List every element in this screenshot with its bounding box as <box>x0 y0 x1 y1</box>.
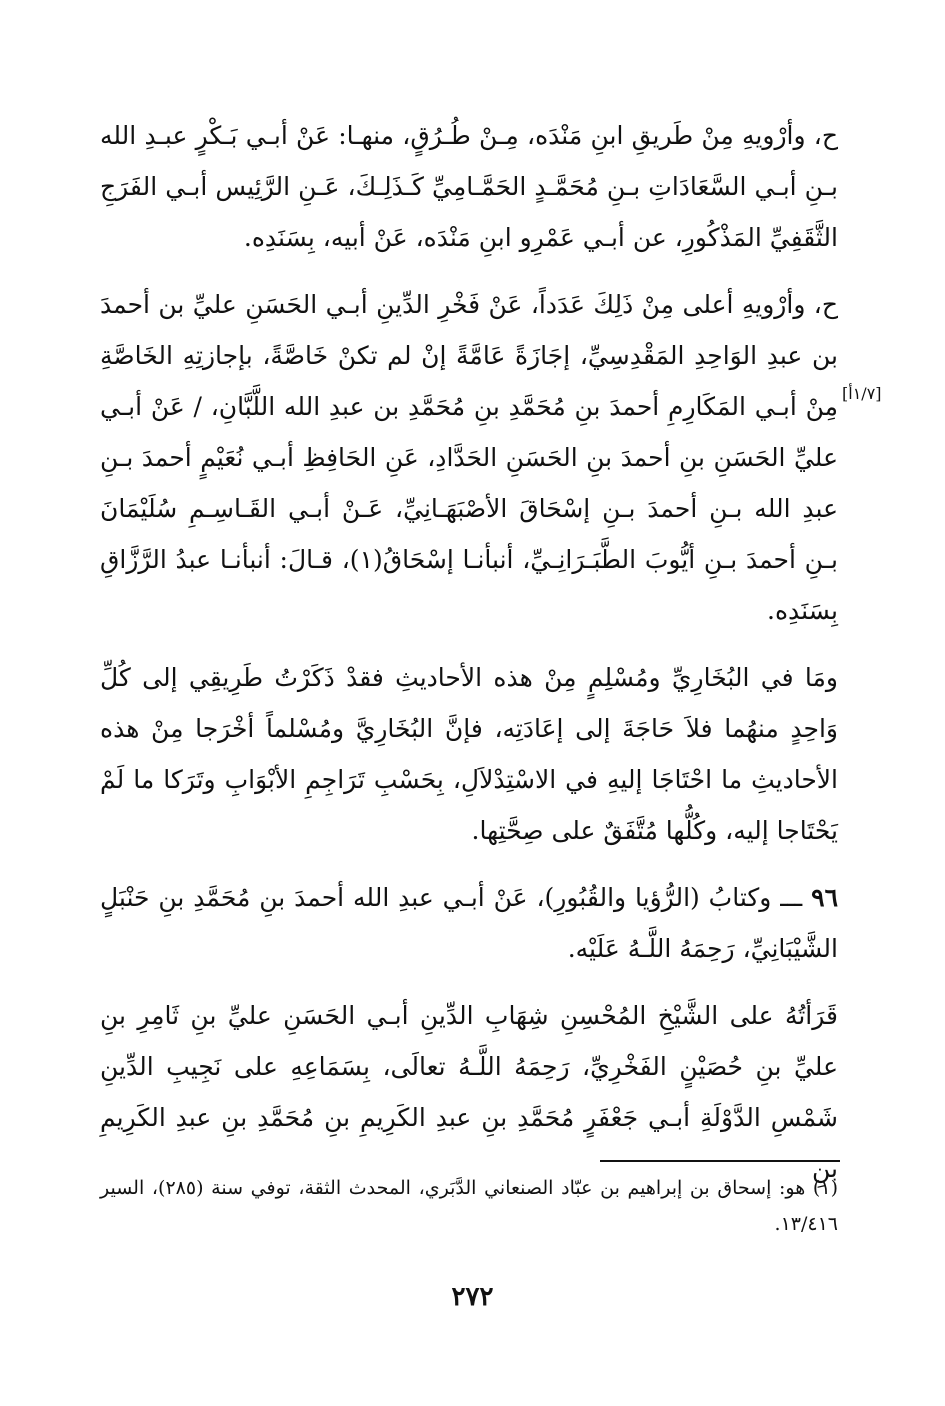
main-text-block <box>100 110 838 1210</box>
margin-note: [١/٧أ] <box>842 384 882 403</box>
paragraph-2: ح، وأرْويهِ أعلى مِنْ ذَلِكَ عَدَداً، عَنْ فَخْرِ الدِّينِ أبـي الحَسَنِ عليِّ بن أحمدَ بن عبدِ الوَاحِدِ المَقْدِسِيِّ، إجَازَةً عَامَّةً إنْ لم تكنْ خَاصَّةً، بإجازتِهِ الخَاصَّةِ مِنْ أبـي المَكَارِمِ أحمدَ بنِ مُحَمَّدِ بنِ مُحَمَّدِ بن عبدِ الله اللَّبَّانِ، / عَنْ أبـي عليِّ الحَسَنِ بنِ أحمدَ بنِ الحَسَنِ الحَدَّادِ، عَنِ الحَافِظِ أبـي نُعَيْمٍ أحمدَ بـنِ عبدِ الله بـنِ أحمدَ بـنِ إسْحَاقَ الأصْبَهَـانِيِّ، عَـنْ أبـي القَـاسِـمِ سُلَيْمَانَ بـنِ أحمدَ بـنِ أيُّوبَ الطَّبَـرَانِـيِّ، أنبأنـا إسْحَاقُ(١)، قـالَ: أنبأنـا عبدُ الرَّزَّاقِ بِسَنَدِه. <box>100 290 838 625</box>
entry-number: ٩٦ <box>811 883 838 912</box>
footnote-divider <box>600 1160 840 1162</box>
entry-text: وكتابُ (الرُّؤيا والقُبُورِ)، عَنْ أبـي عبدِ الله أحمدَ بنِ مُحَمَّدِ بنِ حَنْبَلٍ الشَّيْبَانِيِّ، رَحِمَهُ اللَّـهُ عَلَيْه. <box>100 883 838 963</box>
paragraph-3: ومَا في البُخَارِيِّ ومُسْلِمٍ مِنْ هذه الأحاديثِ فقدْ ذَكَرْتُ طَرِيقِي إلى كُلِّ وَاحِدٍ منهُما فلاَ حَاجَةَ إلى إعَادَتِه، فإنَّ البُخَارِيَّ ومُسْلماً أخْرَجا مِنْ هذه الأحاديثِ ما احْتَاجَا إليهِ في الاسْتِدْلاَلِ، بِحَسْبِ تَرَاجِمِ الأبْوَابِ وتَرَكا ما لَمْ يَحْتَاجا إليه، وكُلُّها مُتَّفَقٌ على صِحَّتِها. <box>100 663 838 845</box>
footnote: (١) هو: إسحاق بن إبراهيم بن عبّاد الصنعاني الدَّبَري، المحدث الثقة، توفي سنة (٢٨٥)، السير ١٣/٤١٦. <box>100 1177 838 1235</box>
entry-dash: ـــ <box>780 883 803 912</box>
paragraph-1: ح، وأرْويهِ مِنْ طَريقِ ابنِ مَنْدَه، مِـنْ طُـرُقٍ، منهـا: عَنْ أبـي بَـكْرٍ عبـدِ الله بـنِ أبـي السَّعَادَاتِ بـنِ مُحَمَّـدٍ الحَمَّـامِيِّ كَـذَلِـكَ، عَـنِ الرَّئِيس أبـي الفَرَجِ الثَّقَفِيِّ المَذْكُورِ، عن أبـي عَمْرِو ابنِ مَنْدَه، عَنْ أبيه، بِسَنَدِه. <box>100 121 838 252</box>
paragraph-5: قَرَأتُهُ على الشَّيْخِ المُحْسِنِ شِهَابِ الدِّينِ أبـي الحَسَنِ عليِّ بنِ ثَامِرِ بنِ عليِّ بنِ حُصَيْنٍ الفَخْرِيِّ، رَحِمَهُ اللَّـهُ تعالَى، بِسَمَاعِهِ على نَجِيبِ الدِّينِ شَمْسِ الدَّوْلَةِ أبـي جَعْفَرٍ مُحَمَّدِ بنِ عبدِ الكَرِيمِ بنِ مُحَمَّدِ بنِ عبدِ الكَرِيمِ بنِ <box>100 1001 838 1183</box>
entry-paragraph <box>100 872 838 974</box>
page-number: ٢٧٢ <box>451 1282 494 1312</box>
